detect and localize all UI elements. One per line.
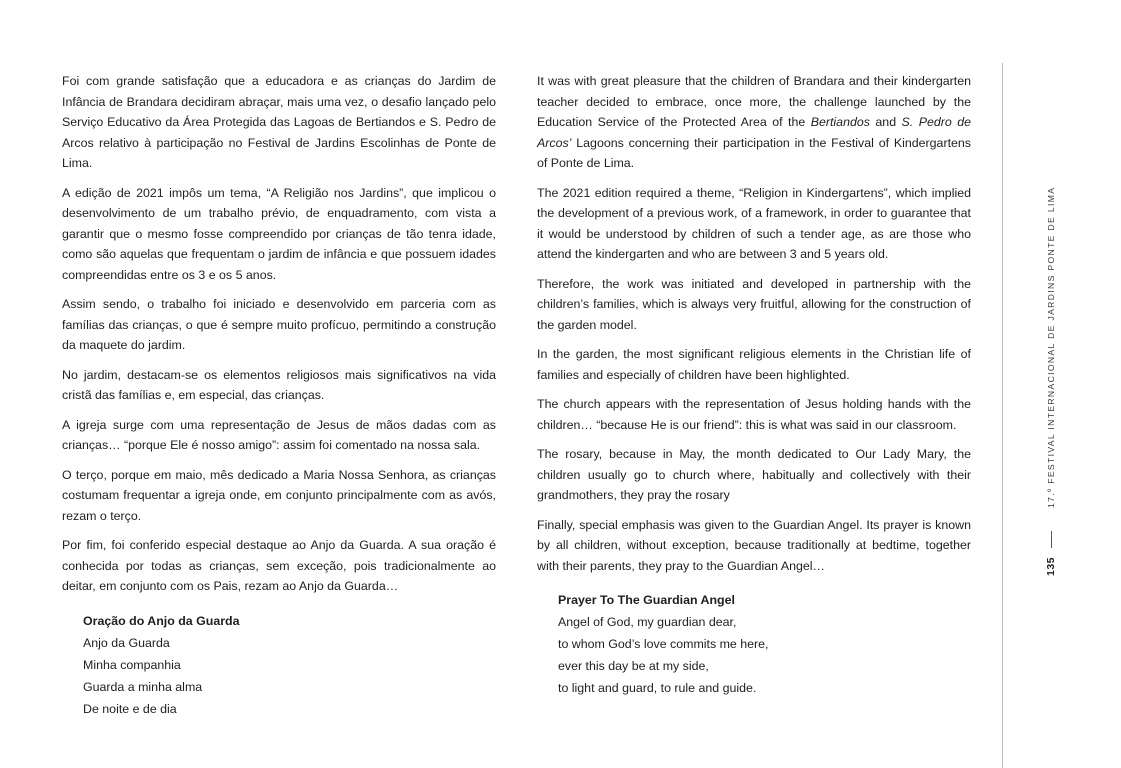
pt-paragraph-4: No jardim, destacam-se os elementos religiosos mais significativos na vida cristã das famílias e, em especial, das crianças. xyxy=(62,367,496,402)
en-paragraph-2: The 2021 edition required a theme, “Religion in Kindergartens”, which implied the development of a previous work, of a framework, in order to guarantee that it would be understood by children of such a tender age, as are those who attend the kindergarten and who are between 3 and 5 years old. xyxy=(537,185,971,261)
pt-prayer-title: Oração do Anjo da Guarda xyxy=(83,613,240,628)
running-head-dash xyxy=(1051,531,1052,548)
pt-prayer-line: Anjo da Guarda xyxy=(83,635,170,650)
en-prayer-title: Prayer To The Guardian Angel xyxy=(558,593,735,607)
en-prayer-line: Angel of God, my guardian dear, xyxy=(558,615,737,629)
en-p1-text-b: and xyxy=(869,115,902,129)
en-p1-italic-bertiandos: Bertiandos xyxy=(810,115,870,129)
en-prayer xyxy=(537,589,971,699)
en-paragraph-3: Therefore, the work was initiated and developed in partnership with the children’s families, which is always very fruitful, allowing for the construction of the garden model. xyxy=(537,276,971,332)
pt-paragraph-7: Por fim, foi conferido especial destaque ao Anjo da Guarda. A sua oração é conhecida por todas as crianças, sem exceção, pois tradicionalmente ao deitar, em conjunto com os Pais, rezam ao Anjo da Guarda… xyxy=(62,538,496,593)
en-p1-text-a: It was with great pleasure that the children of Brandara and their kindergarten teacher decided to embrace, once more, the challenge launched by the Education Service of the Protected Area of the xyxy=(537,74,971,129)
en-prayer-line: to light and guard, to rule and guide. xyxy=(558,681,757,695)
page-number: 135 xyxy=(1045,556,1057,576)
en-paragraph-7: Finally, special emphasis was given to the Guardian Angel. Its prayer is known by all children, without exception, because traditionally at bedtime, together with their parents, they pray to the Guardian Angel… xyxy=(537,517,971,573)
pt-paragraph-1: Foi com grande satisfação que a educadora e as crianças do Jardim de Infância de Brandara decidiram abraçar, mais uma vez, o desafio lançado pelo Serviço Educativo da Área Protegida das Lagoas de Bertiandos e S. Pedro de Arcos relativo à participação no Festival de Jardins Escolinhas de Ponte de Lima. xyxy=(62,74,496,170)
en-paragraph-5: The church appears with the representation of Jesus holding hands with the children… “because He is our friend”: this is what was said in our classroom. xyxy=(537,397,971,432)
pt-paragraph-6: O terço, porque em maio, mês dedicado a Maria Nossa Senhora, as crianças costumam frequentar a igreja onde, em conjunto principalmente com as avós, rezam o terço. xyxy=(62,467,496,523)
pt-paragraph-3: Assim sendo, o trabalho foi iniciado e desenvolvido em parceria com as famílias das crianças, o que é sempre muito profícuo, permitindo a construção da maquete do jardim. xyxy=(62,297,496,352)
en-p1-italic-pedro-de-arcos: S. Pedro de Arcos’ xyxy=(537,115,972,150)
english-column xyxy=(537,71,971,699)
en-p1-text-c: Lagoons concerning their participation in the Festival of Kindergartens of Ponte de Lima. xyxy=(537,135,971,170)
pt-prayer-line: Minha companhia xyxy=(83,657,181,672)
en-paragraph-6: The rosary, because in May, the month dedicated to Our Lady Mary, the children usually go to church where, habitually and collectively with their grandmothers, they pray the rosary xyxy=(537,447,971,502)
en-paragraph-1 xyxy=(537,71,971,174)
pt-prayer xyxy=(62,610,496,720)
pt-prayer-line: Guarda a minha alma xyxy=(83,679,203,694)
margin-divider xyxy=(1002,63,1003,768)
running-head: 17.º FESTIVAL INTERNACIONAL DE JARDINS PONTE DE LIMA xyxy=(1046,186,1056,508)
en-paragraph-4: In the garden, the most significant religious elements in the Christian life of families and especially of children have been highlighted. xyxy=(537,347,971,382)
pt-paragraph-5: A igreja surge com uma representação de Jesus de mãos dadas com as crianças… “porque Ele é nosso amigo”: assim foi comentado na nossa sala. xyxy=(62,417,496,452)
en-prayer-line: to whom God’s love commits me here, xyxy=(558,637,769,651)
pt-prayer-line: De noite e de dia xyxy=(83,701,177,716)
portuguese-column xyxy=(62,71,496,720)
en-prayer-line: ever this day be at my side, xyxy=(558,659,709,673)
pt-paragraph-2: A edição de 2021 impôs um tema, “A Religião nos Jardins”, que implicou o desenvolvimento de um trabalho prévio, de enquadramento, com vista a garantir que o mesmo fosse compreendido por crianças de tão tenra idade, como são aquelas que frequentam o jardim de infância e que possuem idades compreendidas entre os 3 e os 5 anos. xyxy=(62,185,496,282)
